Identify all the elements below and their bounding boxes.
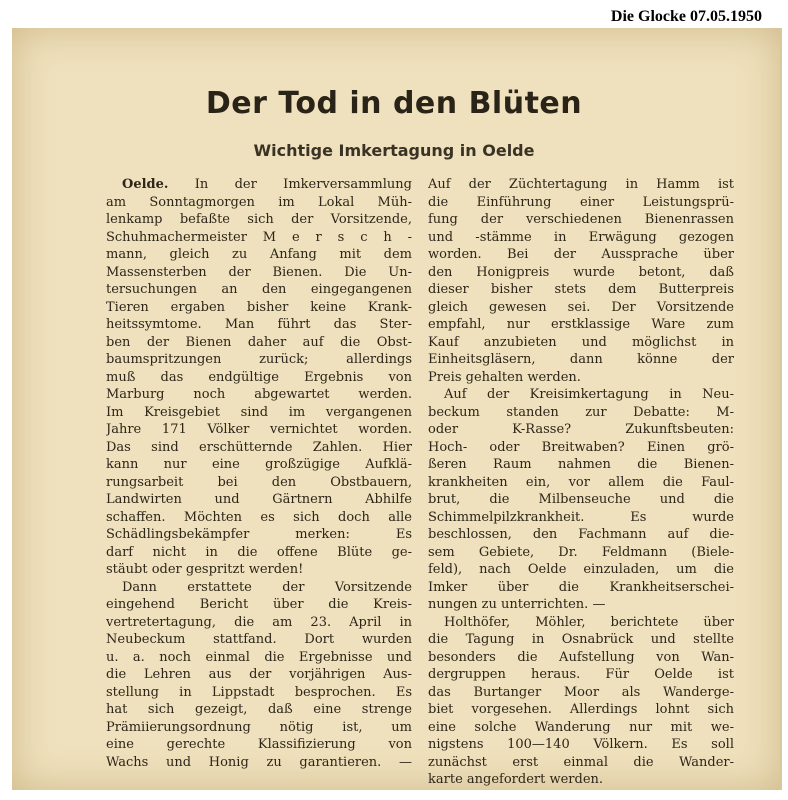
column-line: muß das endgültige Ergebnis von bbox=[106, 369, 412, 385]
column-line: oder K-Rasse? Zukunftsbeuten: bbox=[428, 422, 734, 437]
column-line: besonders die Aufstellung von Wan- bbox=[428, 649, 734, 665]
column-line: nigstens 100—140 Völkern. Es soll bbox=[428, 737, 734, 752]
column-line: und -stämme in Erwägung gezogen bbox=[428, 229, 734, 245]
column-line: gleich gewesen sei. Der Vorsitzende bbox=[428, 299, 734, 315]
source-caption: Die Glocke 07.05.1950 bbox=[610, 8, 762, 25]
column-line: Prämiierungsordnung nötig ist, um bbox=[106, 719, 412, 735]
column-line: empfahl, nur erstklassige Ware zum bbox=[428, 317, 734, 332]
article-headline: Der Tod in den Blüten bbox=[205, 86, 583, 121]
column-line: Schädlingsbekämpfer merken: Es bbox=[106, 527, 412, 542]
column-line: das Burtanger Moor als Wanderge- bbox=[428, 684, 734, 700]
column-line: schaffen. Möchten es sich doch alle bbox=[106, 509, 412, 525]
column-line: krankheiten ein, vor allem die Faul- bbox=[428, 474, 734, 490]
column-line: dergruppen heraus. Für Oelde ist bbox=[428, 667, 734, 682]
column-line: darf nicht in die offene Blüte ge- bbox=[106, 544, 412, 560]
column-line: Schuhmachermeister M e r s c h - bbox=[106, 229, 412, 245]
column-line: hat sich gezeigt, daß eine strenge bbox=[106, 702, 412, 717]
column-line: lenkamp befaßte sich der Vorsitzende, bbox=[106, 212, 412, 227]
column-line: stellung in Lippstadt besprochen. Es bbox=[106, 684, 412, 700]
column-line: die Lehren aus der vorjährigen Aus- bbox=[106, 667, 412, 682]
article-dateline: Oelde. bbox=[122, 177, 169, 192]
column-line: worden. Bei der Aussprache über bbox=[428, 247, 734, 262]
column-line: baumspritzungen zurück; allerdings bbox=[106, 352, 412, 367]
column-line: dieser bisher stets dem Butterpreis bbox=[428, 282, 734, 297]
column-line: Im Kreisgebiet sind im vergangenen bbox=[106, 404, 412, 420]
column-line: Preis gehalten werden. bbox=[428, 369, 581, 385]
column-line: Massensterben der Bienen. Die Un- bbox=[106, 264, 412, 280]
column-line: Das sind erschütternde Zahlen. Hier bbox=[106, 439, 412, 455]
column-line: Hoch- oder Breitwaben? Einen grö- bbox=[428, 439, 734, 455]
column-line: Imker über die Krankheitserschei- bbox=[428, 579, 734, 595]
column-line: mann, gleich zu Anfang mit dem bbox=[106, 247, 412, 262]
column-line: am Sonntagmorgen im Lokal Müh- bbox=[106, 194, 412, 210]
column-line: ben der Bienen daher auf die Obst- bbox=[106, 334, 412, 350]
column-line: stäubt oder gespritzt werden! bbox=[106, 562, 304, 577]
column-line: Auf der Kreisimkertagung in Neu- bbox=[444, 387, 734, 402]
column-line: Oelde. In der Imkerversammlung bbox=[122, 177, 412, 192]
column-line: Einheitsgläsern, dann könne der bbox=[428, 352, 734, 367]
column-line: kann nur eine großzügige Aufklä- bbox=[106, 457, 412, 472]
column-line: sem Gebiete, Dr. Feldmann (Biele- bbox=[428, 544, 734, 560]
column-line: feld), nach Oelde einzuladen, um die bbox=[428, 562, 734, 577]
column-line: Marburg noch abgewartet werden. bbox=[106, 387, 412, 402]
column-line: karte angefordert werden. bbox=[428, 772, 604, 787]
column-line: beckum standen zur Debatte: M- bbox=[428, 404, 734, 420]
column-line: Neubeckum stattfand. Dort wurden bbox=[106, 632, 412, 647]
column-line: beschlossen, den Fachmann auf die- bbox=[428, 527, 734, 542]
column-line: den Honigpreis wurde betont, daß bbox=[428, 264, 734, 280]
column-line: vertretertagung, die am 23. April in bbox=[106, 614, 412, 630]
column-line: eine solche Wanderung nur mit we- bbox=[428, 719, 734, 735]
column-line: fung der verschiedenen Bienenrassen bbox=[428, 212, 734, 227]
column-line: biet vorgesehen. Allerdings lohnt sich bbox=[428, 702, 734, 717]
column-line: heitssymtome. Man führt das Ster- bbox=[106, 317, 412, 332]
article-column-right bbox=[428, 176, 734, 789]
article-subheadline: Wichtige Imkertagung in Oelde bbox=[253, 141, 535, 160]
column-line: die Tagung in Osnabrück und stellte bbox=[428, 632, 734, 647]
column-line: zunächst erst einmal die Wander- bbox=[428, 754, 734, 770]
column-line: Dann erstattete der Vorsitzende bbox=[122, 579, 412, 595]
column-line: Landwirten und Gärtnern Abhilfe bbox=[106, 492, 412, 507]
column-line: eingehend Bericht über die Kreis- bbox=[106, 597, 412, 612]
column-line: brut, die Milbenseuche und die bbox=[428, 492, 734, 507]
column-line: Kauf anzubieten und möglichst in bbox=[428, 334, 734, 350]
column-line: Holthöfer, Möhler, berichtete über bbox=[444, 614, 734, 630]
column-line: Jahre 171 Völker vernichtet worden. bbox=[106, 422, 412, 437]
column-line: die Einführung einer Leistungsprü- bbox=[428, 194, 734, 210]
column-line: eine gerechte Klassifizierung von bbox=[106, 737, 412, 752]
column-line: Tieren ergaben bisher keine Krank- bbox=[106, 299, 412, 315]
column-line: rungsarbeit bei den Obstbauern, bbox=[106, 474, 412, 490]
column-line: nungen zu unterrichten. — bbox=[428, 597, 606, 612]
column-line: Auf der Züchtertagung in Hamm ist bbox=[428, 177, 734, 192]
column-line: tersuchungen an den eingegangenen bbox=[106, 282, 412, 297]
column-line: Wachs und Honig zu garantieren. — bbox=[106, 754, 412, 770]
column-line: Schimmelpilzkrankheit. Es wurde bbox=[428, 509, 734, 525]
column-line: ßeren Raum nahmen die Bienen- bbox=[428, 457, 734, 472]
article-column-left bbox=[106, 176, 412, 771]
column-line: u. a. noch einmal die Ergebnisse und bbox=[106, 649, 412, 665]
